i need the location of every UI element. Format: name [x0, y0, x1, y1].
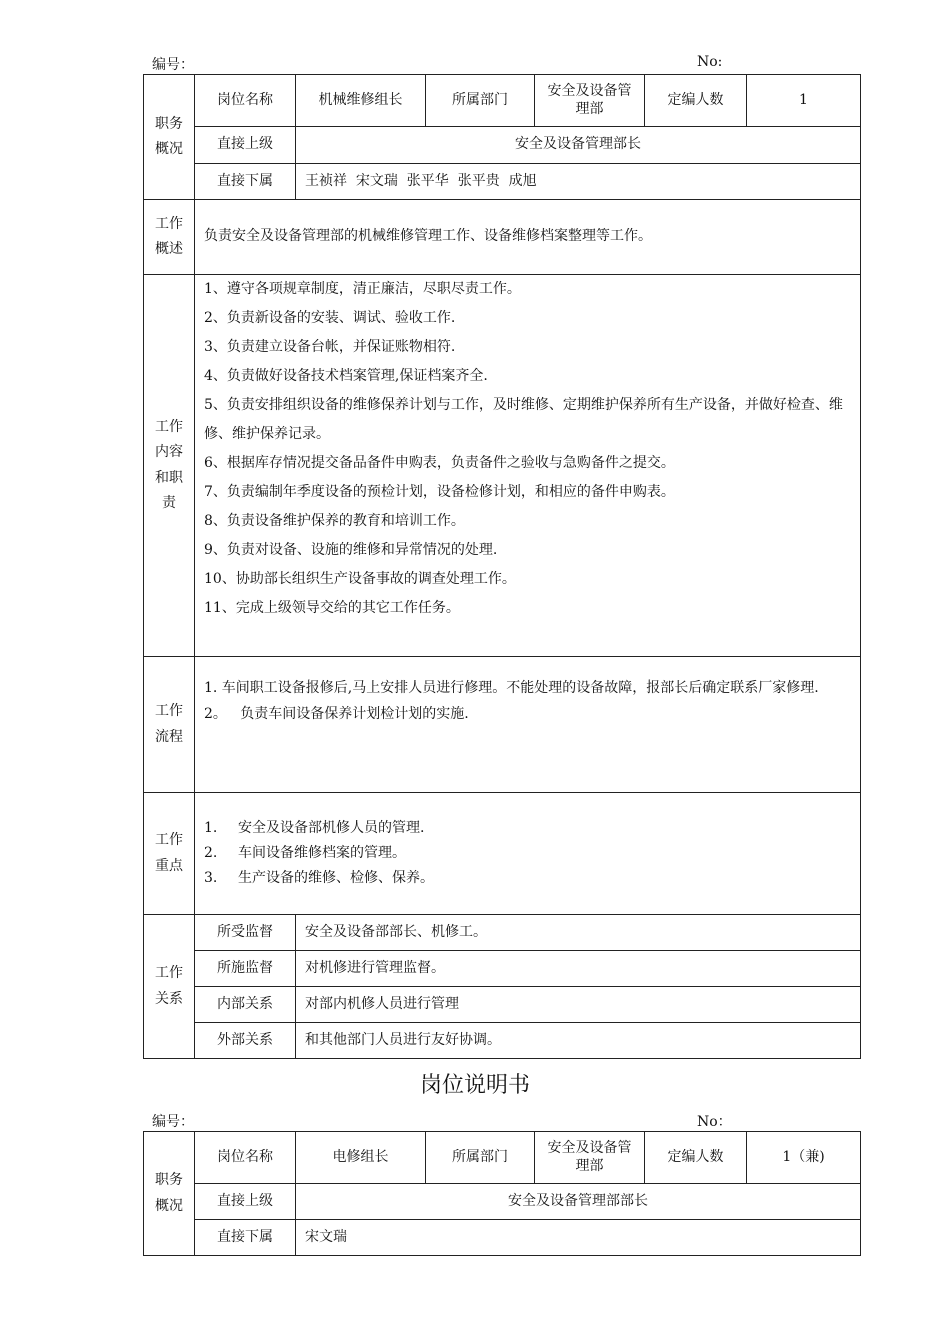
section-relations: 工作关系: [144, 915, 195, 1059]
headcount-value: 1（兼): [747, 1132, 861, 1184]
dept-value: 安全及设备管理部: [535, 1132, 645, 1184]
section-overview: 职务概况: [144, 75, 195, 200]
relation-row: [144, 1023, 861, 1059]
dept-label: 所属部门: [426, 75, 535, 127]
process-item: 1. 车间职工设备报修后,马上安排人员进行修理。不能处理的设备故障，报部长后确定联系厂家修理.: [204, 680, 819, 696]
no-label: No:: [697, 54, 723, 70]
section-process: 工作流程: [144, 657, 195, 793]
post-name-value: 电修组长: [296, 1132, 426, 1184]
relation-row: [144, 915, 861, 951]
summary-row: [144, 200, 861, 275]
relation-value: 安全及设备部部长、机修工。: [296, 915, 861, 951]
duty-item: 2、负责新设备的安装、调试、验收工作.: [204, 310, 456, 326]
superior-value: 安全及设备管理部部长: [296, 1184, 861, 1220]
duty-item: 5、负责安排组织设备的维修保养计划与工作，及时维修、定期维护保养所有生产设备，并做好检查、维修、维护保养记录。: [204, 397, 843, 442]
focus-text: 安全及设备部机修人员的管理.: [238, 820, 425, 836]
overview-row-post: [144, 1132, 861, 1184]
superior-label: 直接上级: [195, 1184, 296, 1220]
relation-label: 所受监督: [195, 915, 296, 951]
duty-item: 1、遵守各项规章制度，清正廉洁，尽职尽责工作。: [204, 281, 521, 297]
process-row: [144, 657, 861, 793]
section-duties: 工作内容和职责: [144, 275, 195, 657]
duty-item: 6、根据库存情况提交备品备件申购表，负责备件之验收与急购备件之提交。: [204, 455, 675, 471]
relation-row: [144, 951, 861, 987]
dept-value: 安全及设备管理部: [535, 75, 645, 127]
relation-label: 外部关系: [195, 1023, 296, 1059]
job-description-table-1: [143, 74, 861, 1059]
process-item: 2。 负责车间设备保养计划检计划的实施.: [204, 706, 469, 722]
superior-value: 安全及设备管理部长: [296, 127, 861, 164]
relation-label: 所施监督: [195, 951, 296, 987]
subordinate-value: 宋文瑞: [296, 1220, 861, 1256]
process-list: [195, 657, 861, 793]
overview-row-subordinate: [144, 1220, 861, 1256]
duty-item: 7、负责编制年季度设备的预检计划，设备检修计划，和相应的备件申购表。: [204, 484, 675, 500]
post-name-value: 机械维修组长: [296, 75, 426, 127]
section-overview: 职务概况: [144, 1132, 195, 1256]
relation-label: 内部关系: [195, 987, 296, 1023]
focus-text: 车间设备维修档案的管理。: [238, 845, 406, 861]
overview-row-superior: [144, 127, 861, 164]
headcount-label: 定编人数: [645, 75, 747, 127]
focus-item: [204, 816, 852, 841]
subordinate-label: 直接下属: [195, 164, 296, 200]
post-name-label: 岗位名称: [195, 1132, 296, 1184]
overview-row-post: [144, 75, 861, 127]
focus-num: 1.: [204, 820, 218, 836]
relation-value: 和其他部门人员进行友好协调。: [296, 1023, 861, 1059]
subordinate-label: 直接下属: [195, 1220, 296, 1256]
relation-value: 对机修进行管理监督。: [296, 951, 861, 987]
focus-item: [204, 841, 852, 866]
superior-label: 直接上级: [195, 127, 296, 164]
overview-row-superior: [144, 1184, 861, 1220]
headcount-label: 定编人数: [645, 1132, 747, 1184]
subordinate-value: 王祯祥 宋文瑞 张平华 张平贵 成旭: [296, 164, 861, 200]
duty-item: 9、负责对设备、设施的维修和异常情况的处理.: [204, 542, 498, 558]
job-description-table-2: [143, 1131, 861, 1256]
focus-text: 生产设备的维修、检修、保养。: [238, 870, 434, 886]
duty-item: 11、完成上级领导交给的其它工作任务。: [204, 600, 460, 616]
focus-num: 2.: [204, 845, 218, 861]
focus-list: [195, 793, 861, 915]
focus-row: [144, 793, 861, 915]
duties-row: [144, 275, 861, 657]
summary-text: 负责安全及设备管理部的机械维修管理工作、设备维修档案整理等工作。: [195, 200, 861, 275]
focus-item: [204, 866, 852, 891]
dept-label: 所属部门: [426, 1132, 535, 1184]
duty-item: 10、协助部长组织生产设备事故的调查处理工作。: [204, 571, 516, 587]
duty-item: 8、负责设备维护保养的教育和培训工作。: [204, 513, 465, 529]
code-label: 编号：: [152, 57, 194, 73]
duties-list: [195, 275, 861, 657]
section-focus: 工作重点: [144, 793, 195, 915]
no-label: No：: [697, 1114, 732, 1130]
relation-value: 对部内机修人员进行管理: [296, 987, 861, 1023]
duty-item: 3、负责建立设备台帐，并保证账物相符.: [204, 339, 456, 355]
relation-row: [144, 987, 861, 1023]
code-label: 编号：: [152, 1114, 194, 1130]
document-title: 岗位说明书: [419, 1073, 530, 1098]
post-name-label: 岗位名称: [195, 75, 296, 127]
focus-num: 3.: [204, 870, 218, 886]
overview-row-subordinate: [144, 164, 861, 200]
headcount-value: 1: [747, 75, 861, 127]
duty-item: 4、负责做好设备技术档案管理,保证档案齐全.: [204, 368, 488, 384]
section-summary: 工作概述: [144, 200, 195, 275]
